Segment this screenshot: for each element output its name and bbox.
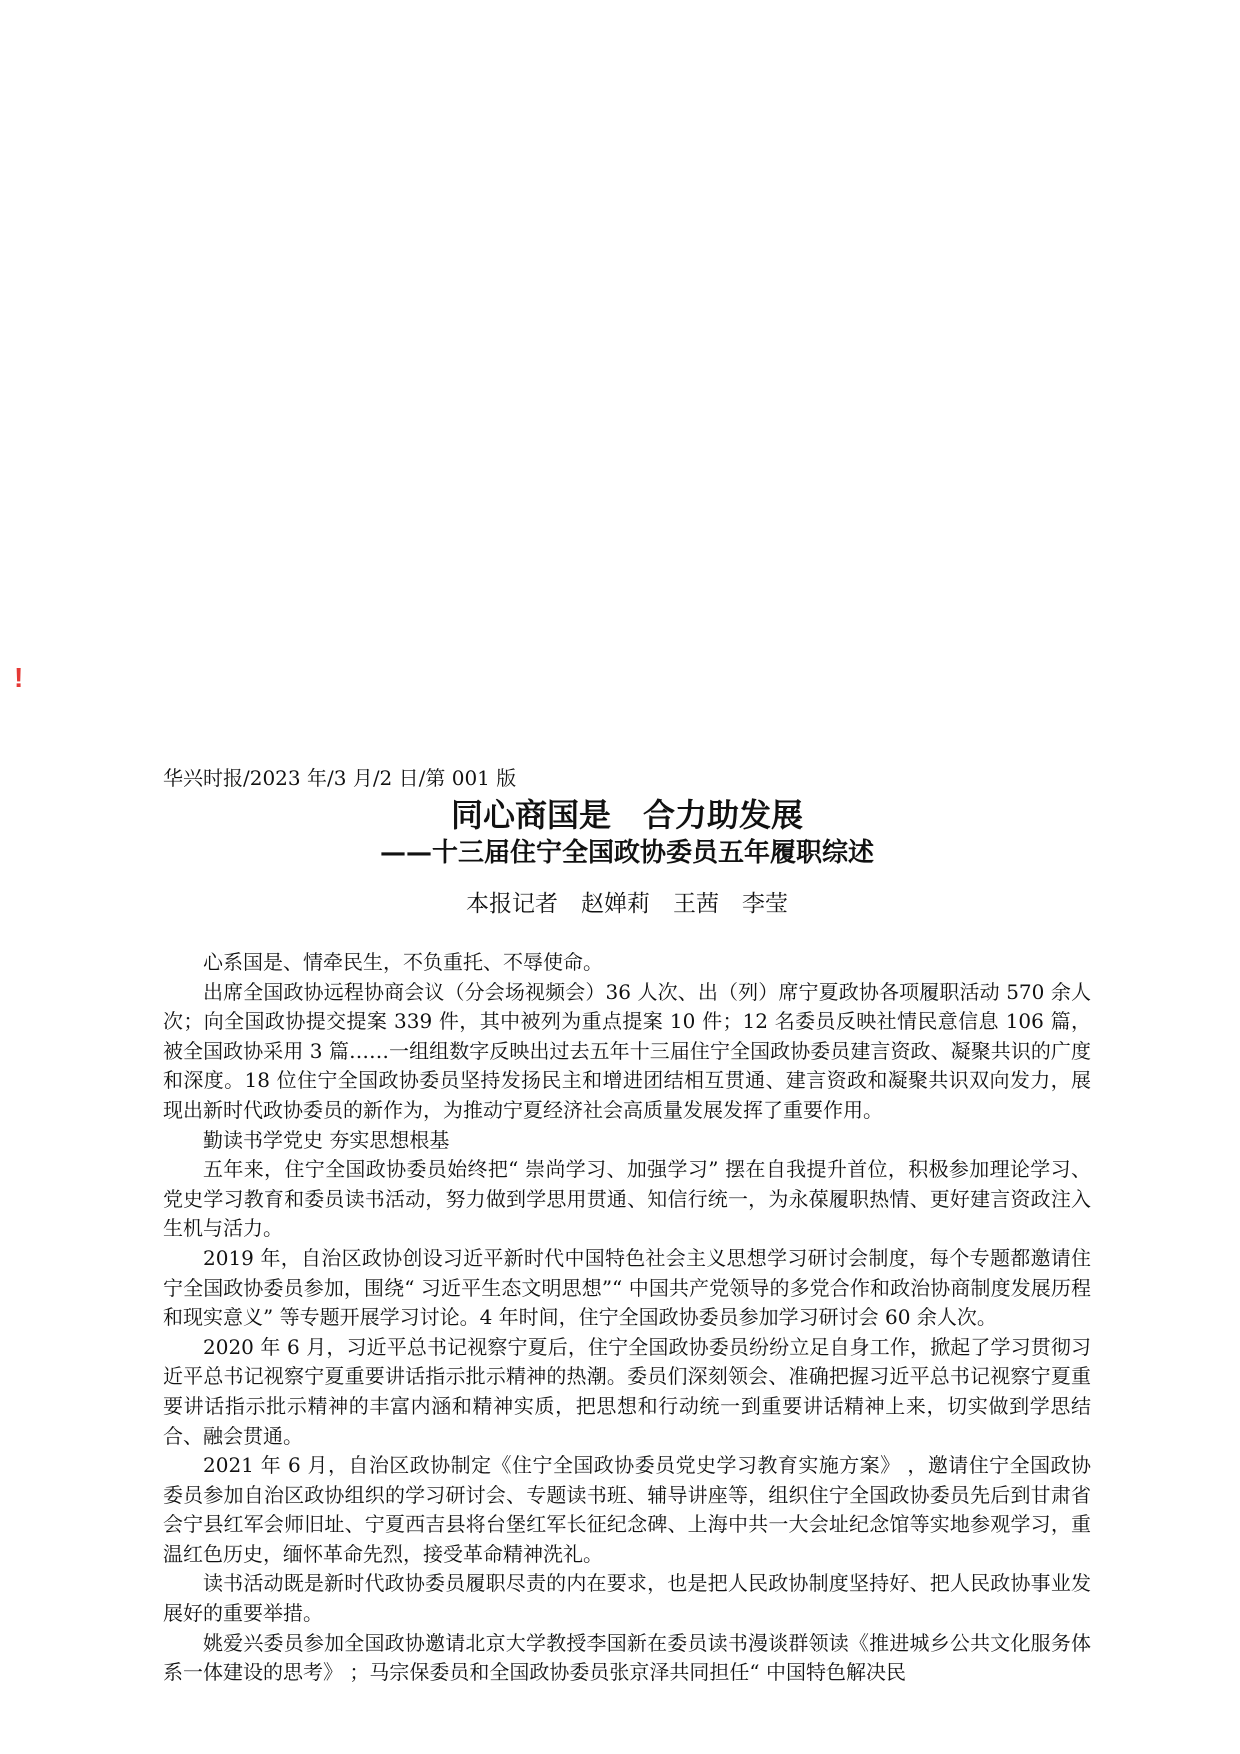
alert-mark: ! — [14, 662, 24, 693]
article-title: 同心商国是 合力助发展 — [450, 796, 803, 834]
paragraph-five-years: 五年来，住宁全国政协委员始终把“ 崇尚学习、加强学习” 摆在自我提升首位，积极参加理论学习、党史学习教育和委员读书活动，努力做到学思用贯通、知信行统一，为永葆履职热情、更好建言资政注入生机与活力。 — [163, 1157, 1091, 1241]
paragraph-2021: 2021 年 6 月，自治区政协制定《住宁全国政协委员党史学习教育实施方案》 ，邀请住宁全国政协委员参加自治区政协组织的学习研讨会、专题读书班、辅导讲座等，组织住宁全国政协委员先后到甘肃省会宁县红军会师旧址、宁夏西吉县将台堡红军长征纪念碑、上海中共一大会址纪念馆等实地参观学习，重温红色历史，缅怀革命先烈，接受革命精神洗礼。 — [163, 1453, 1091, 1566]
paragraph-intro: 心系国是、情牵民生，不负重托、不辱使命。 — [203, 950, 603, 974]
section-heading: 勤读书学党史 夯实思想根基 — [203, 1127, 450, 1152]
article-subtitle: ——十三届住宁全国政协委员五年履职综述 — [379, 838, 874, 868]
paragraph-reading: 读书活动既是新时代政协委员履职尽责的内在要求，也是把人民政协制度坚持好、把人民政协事业发展好的重要举措。 — [163, 1571, 1091, 1626]
article-source: 华兴时报/2023 年/3 月/2 日/第 001 版 — [163, 766, 517, 790]
paragraph-statistics: 出席全国政协远程协商会议（分会场视频会）36 人次、出（列）席宁夏政协各项履职活动 570 余人次；向全国政协提交提案 339 件，其中被列为重点提案 10 件；12 名委员反映社情民意信息 106 篇，被全国政协采用 3 篇……一组组数字反映出过去五年十三届住宁全国政协委员建言资政、凝聚共识的广度和深度。18 位住宁全国政协委员坚持发扬民主和增进团结相互贯通、建言资政和凝聚共识双向发力，展现出新时代政协委员的新作为，为推动宁夏经济社会高质量发展发挥了重要作用。 — [163, 979, 1091, 1122]
paragraph-2020: 2020 年 6 月，习近平总书记视察宁夏后，住宁全国政协委员纷纷立足自身工作，掀起了学习贯彻习近平总书记视察宁夏重要讲话指示批示精神的热潮。委员们深刻领会、准确把握习近平总书记视察宁夏重要讲话指示批示精神的丰富内涵和精神实质，把思想和行动统一到重要讲话精神上来，切实做到学思结合、融会贯通。 — [163, 1334, 1091, 1448]
paragraph-2019: 2019 年，自治区政协创设习近平新时代中国特色社会主义思想学习研讨会制度，每个专题都邀请住宁全国政协委员参加，围绕“ 习近平生态文明思想”“ 中国共产党领导的多党合作和政治协商制度发展历程和现实意义” 等专题开展学习讨论。4 年时间，住宁全国政协委员参加学习研讨会 60 余人次。 — [163, 1245, 1091, 1330]
article — [163, 764, 1091, 1688]
article-body — [163, 948, 1091, 1688]
article-byline: 本报记者 赵婵莉 王茜 李莹 — [466, 891, 788, 917]
paragraph-members: 姚爱兴委员参加全国政协邀请北京大学教授李国新在委员读书漫谈群领读《推进城乡公共文化服务体系一体建设的思考》 ；马宗保委员和全国政协委员张京泽共同担任“ 中国特色解决民 — [163, 1630, 1091, 1685]
